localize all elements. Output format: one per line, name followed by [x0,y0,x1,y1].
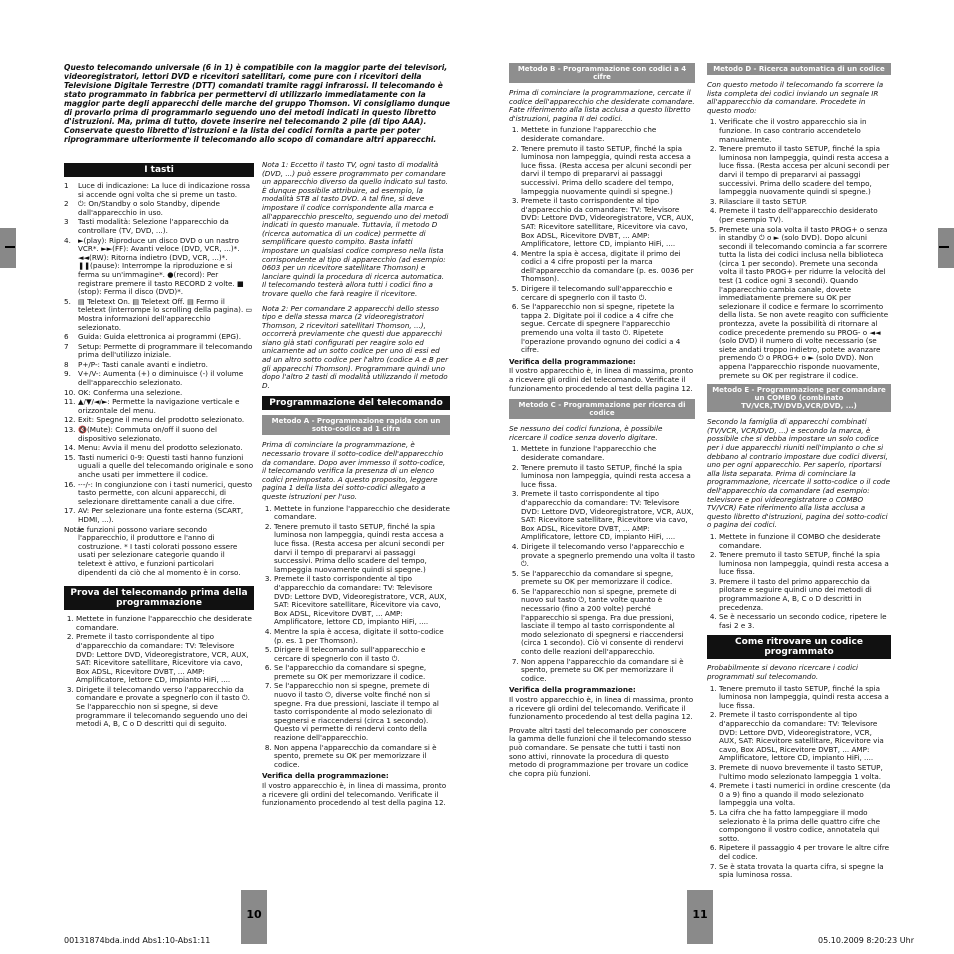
metodo-c-header: Metodo C - Programmazione per ricerca di codice [509,399,695,419]
tasti-item-number: 10. [64,387,76,397]
metodo-a-verifica-title: Verifica della programmazione: [262,771,389,781]
metodo-e-step: 3. Premere il tasto del primo apparecchio da pilotare e seguire quindi uno dei metodi di programmazione A, B, C o D descritti in precedenza. [719,578,891,612]
note-1: Nota 1: Eccetto il tasto TV, ogni tasto di modalità (DVD, ...) può essere programmato per comandare un apparecchio diverso da quello indicato sul tasto. È dunque possibile attribuire, ad esempio, la modalità STB al tasto DVD. A tal fine, si deve impostare il codice corrispondente alla marca e all'apparecchio prescelto, seguendo uno dei metodi indicati in questo manuale. Tuttavia, il metodo D (ricerca automatica di un codice) permette di semplificare questo compito. Basta infatti impostare un qualsiasi codice compreso nella lista corrispondente al tipo di apparecchio (ad esempio: 0603 per un ricevitore satellitare Thomson) e lanciare quindi la procedura di ricerca automatica. Il telecomando testerà allora tutti i codici fino a trovare quello che farà reagire il ricevitore. [262,161,449,298]
metodo-a-header: Metodo A - Programmazione rapida con un sotto-codice ad 1 cifra [262,415,450,435]
tasti-item-text: Tasti modalità: Selezione l'apparecchio da controllare (TV, DVD, ...). [78,217,229,235]
tasti-item-number: 2 [64,199,69,209]
metodo-c-verifica: Il vostro apparecchio è, in linea di massima, pronto a ricevere gli ordini del telecomando. Verificate il funzionamento procedendo al test della pagina 12. [509,695,694,722]
metodo-d-step: 4. Premete il tasto dell'apparecchio desiderato (per esempio TV). [719,207,891,224]
tasti-item-text: AV: Per selezionare una fonte esterna (SCART, HDMI, ...). [78,506,244,524]
metodo-c-step: 5. Se l'apparecchio da comandare si spegne, premete su OK per memorizzare il codice. [521,570,695,587]
metodo-e-header: Metodo E - Programmazione per comandare un COMBO (combinato TV/VCR,TV/DVD,VCR/DVD, ...) [707,384,891,412]
metodo-d-intro: Con questo metodo il telecomando fa scorrere la lista completa dei codici inviando un segnale IR all'apparecchio da comandare. Procedete in questo modo: [707,80,884,115]
metodo-d-header: Metodo D - Ricerca automatica di un codice [707,63,891,75]
metodo-d-step: 5. Premete una sola volta il tasto PROG+ o senza in standby ⏻ o ► (solo DVD). Dopo alcuni secondi il telecomando comincia a far scorrere tutta la lista dei codici inclusa nella biblioteca (circa 1 per secondo). Premete una seconda volta il tasto PROG+ per ridurre la velocità del test (1 codice ogni 3 secondi). Quando l'apparecchio cambia canale, dovete immediatamente premere su OK per selezionare il codice e fermare lo scorrimento della lista. Se non avete reagito con sufficiente prontezza, avete la possibilità di ritornare al codice precedente premendo su PROG- o ◄◄ (solo DVD) il numero di volte necessario (se siete andati troppo indietro, potete avanzare premendo ⏻ o PROG+ o ► (solo DVD). Non appena l'apparecchio risponde nuovamente, premete su OK per registrare il codice. [719,226,891,381]
tasti-item-number: 1 [64,181,69,190]
prova-step: 2. Premete il tasto corrispondente al tipo d'apparecchio da comandare: TV: Televisore DVD: Lettore DVD, Videoregistratore, VCR, AUX, SAT: Ricevitore satellitare, Ricevitore via cavo, Box ADSL, Ricevitore DVBT, ... AMP: Amplificatore, lettore CD, impianto HiFi, .... [76,633,254,685]
metodo-e-intro: Secondo la famiglia di apparecchi combinati (TV/VCR, VCR/DVD, ...) e secondo la marca, è possibile che si debba impostare un solo codice per i due apparecchi riuniti nell'impianto o che si debbano al contrario impostare due codici diversi, uno per ogni apparecchio. Per saperlo, riportarsi alla lista separata. Prima di cominciare la programmazione, ricercate il sotto-codice o il code dell'apparecchio da comandare (ad esempio: televisore e poi videoregistratore o COMBO TV/VCR) Fate riferimento alla lista acclusa a questo libretto d'istruzioni, pagina dei sotto-codici o pagina dei codici. [707,417,891,530]
tasti-item-text: Exit: Spegne il menu del prodotto selezionato. [78,415,245,425]
metodo-c-intro: Se nessuno dei codici funziona, è possibile ricercare il codice senza doverlo digitare. [509,424,663,442]
tasti-item-text: Luce di indicazione: La luce di indicazione rossa si accende ogni volta che si preme un tasto. [78,181,250,199]
metodo-b-step: 5. Dirigere il telecomando sull'apparecchio e cercare di spegnerlo con il tasto ⏻. [521,285,695,302]
column-1 [64,161,254,821]
tasti-item-text: ⏻: On/Standby o solo Standby, dipende dall'apparecchio in uso. [78,199,220,217]
metodo-a-step: 5. Dirigere il telecomando sull'apparecchio e cercare di spegnerlo con il tasto ⏻. [274,646,450,663]
tasti-item-text: V+/V-: Aumenta (+) o diminuisce (-) il volume dell'apparecchio selezionato. [78,369,244,388]
footer-timestamp: 05.10.2009 8:20:23 Uhr [818,936,914,945]
metodo-a-step: 7. Se l'apparecchio non si spegne, premete di nuovo il tasto ⏻, diverse volte finché non si spegne. Fra due pressioni, lasciate il tempo al tasto corrispondente al modo selezionato di spegnersi e riaccendersi (circa 1 secondo). Questo vi permette di rendervi conto della reazione dell'apparecchio. [274,682,450,742]
page-number-left: 10 [246,908,262,921]
metodo-c-step: 2. Tenere premuto il tasto SETUP, finché la spia luminosa non lampeggia, quindi resta accesa a luce fissa. [521,464,695,490]
prova-step: 1. Mettete in funzione l'apparecchio che desiderate comandare. [76,615,254,632]
metodo-b-step: 1. Mettete in funzione l'apparecchio che desiderate comandare. [521,126,695,143]
left-edge-tab [0,228,16,268]
ritrovare-step: 2. Premete il tasto corrispondente al tipo d'apparecchio da comandare: TV: Televisore DVD: Lettore DVD, Videoregistratore, VCR, AUX, SAT: Ricevitore satellitare, Ricevitore via cavo, Box ADSL, Ricevitore DVBT, ... AMP: Amplificatore, lettore CD, impianto HiFi, .... [719,711,891,763]
tasti-item-number: 7 [64,341,69,351]
ritrovare-step: 5. La cifra che ha fatto lampeggiare il modo selezionato è la prima delle quattro cifre che compongono il vostro codice, annotatela qui sotto. [719,809,891,843]
metodo-c-step: 1. Mettete in funzione l'apparecchio che desiderate comandare. [521,445,695,462]
metodo-a-step: 1. Mettete in funzione l'apparecchio che desiderate comandare. [274,505,450,522]
column-3 [509,63,695,823]
tasti-item-number: 5. [64,296,71,306]
ritrovare-step: 1. Tenere premuto il tasto SETUP, finché la spia luminosa non lampeggia, quindi resta accesa a luce fissa. [719,685,891,711]
tasti-item-number: 13. [64,425,76,435]
tasti-list [64,182,254,578]
tasti-item-number: 16. [64,479,76,489]
metodo-b-step: 3. Premete il tasto corrispondente al tipo d'apparecchio da comandare: TV: Televisore DVD: Lettore DVD, Videoregistratore, VCR, AUX, SAT: Ricevitore satellitare, Ricevitore via cavo, Box ADSL, Ricevitore DVBT, ... AMP: Amplificatore, lettore CD, impianto HiFi, .... [521,197,695,249]
column-2 [262,161,450,861]
metodo-b-step: 6. Se l'apparecchio non si spegne, ripetete la tappa 2. Digitate poi il codice a 4 cifre che segue. Cercate di spegnere l'apparecchio premendo una volta il tasto ⏻. Ripetete l'operazione provando ognuno dei codici a 4 cifre. [521,303,695,355]
prova-steps [64,615,254,729]
tasti-item-text: Setup: Permette di programmare il telecomando prima dell'utilizzo iniziale. [78,341,253,360]
ritrovare-header: Come ritrovare un codice programmato [707,635,891,659]
tasti-item-text: Menu: Avvia il menu del prodotto selezionato. [78,443,243,453]
right-edge-dash [939,246,949,248]
tasti-item-number: 6 [64,332,69,342]
tasti-item-number: 11. [64,397,76,407]
right-edge-tab [938,228,954,268]
metodo-c-outro: Provate altri tasti del telecomando per conoscere la gamma delle funzioni che il telecomando stesso può comandare. Se pensate che tutti i tasti non sono attivi, rinnovate la procedura di questo metodo di programmazione per trovare un codice che copra più funzioni. [509,725,692,778]
tasti-item-number: 14. [64,443,76,453]
metodo-d-step: 1. Verificate che il vostro apparecchio sia in funzione. In caso contrario accendetelo manualmente. [719,118,891,144]
tasti-item-text: Guida: Guida elettronica ai programmi (EPG). [78,332,242,342]
note-2: Nota 2: Per comandare 2 apparecchi dello stesso tipo e della stessa marca (2 videoregistratori Thomson, 2 ricevitori satellitari Thomson, ...), occorrerà previamente che questi due apparecchi siano già stati configurati per reagire solo ed unicamente ad un sotto codice per uno di essi ed ad un altro sotto codice per l'altro (codice A e B per gli apparecchi Thomson). Programmare quindi uno dopo l'altro 2 tasti di modalità utilizzando il metodo D. [262,303,449,390]
metodo-b-step: 4. Mentre la spia è accesa, digitate il primo dei codici a 4 cifre proposti per la marca dell'apparecchio da comandare (p. es. 0036 per Thomson). [521,250,695,284]
tasti-item-text: P+/P-: Tasti canale avanti e indietro. [78,359,208,369]
ritrovare-step: 3. Premete di nuovo brevemente il tasto SETUP, l'ultimo modo selezionato lampeggia 1 volta. [719,764,891,781]
metodo-b-verifica: Il vostro apparecchio è, in linea di massima, pronto a ricevere gli ordini del telecomando. Verificate il funzionamento procedendo al test della pagina 12. [509,366,694,393]
page-number-right: 11 [692,908,708,921]
metodo-c-step: 6. Se l'apparecchio non si spegne, premete di nuovo sul tasto ⏻, tante volte quanto è necessario (fino a 200 volte) perché l'apparecchio si spenga. Fra due pressioni, lasciate il tempo al tasto corrispondente al modo selezionato di spegnersi e riaccendersi (circa 1 secondo). Ciò vi consente di rendervi conto delle reazioni dell'apparecchio. [521,588,695,657]
ritrovare-step: 7. Se è stata trovata la quarta cifra, si spegne la spia luminosa rossa. [719,863,891,880]
metodo-a-steps [262,505,450,770]
footer-file-info: 00131874bda.indd Abs1:10-Abs1:11 [64,936,211,945]
metodo-c-step: 3. Premete il tasto corrispondente al tipo d'apparecchio da comandare: TV: Televisore DVD: Lettore DVD, Videoregistratore, VCR, AUX, SAT: Ricevitore satellitare, Ricevitore via cavo, Box ADSL, Ricevitore DVBT, ... AMP: Amplificatore, lettore CD, impianto HiFi, .... [521,490,695,542]
tasti-item-text: le funzioni possono variare secondo l'apparecchio, il produttore e l'anno di costruzione. * I tasti colorati possono essere usati per selezionare categorie quando il teletext è attivo, e funzioni particolari dipendenti da ciò che al momento è in corso. [78,524,241,577]
tasti-item-number: Nota: [64,524,84,534]
metodo-a-step: 8. Non appena l'apparecchio da comandare si è spento, premete su OK per memorizzare il codice. [274,744,450,770]
tasti-item-number: 9. [64,369,71,379]
tasti-item-text: ▤ Teletext On. ▤ Teletext Off. ▤ Fermo il teletext (interrompe lo scrolling della pagina). ▭ Mostra informazioni dell'apparecchio selezionato. [78,296,253,332]
prova-step: 3. Dirigete il telecomando verso l'apparecchio da comandare e provate a spegnerlo con il tasto ⏻. Se l'apparecchio non si spegne, si deve programmare il telecomando seguendo uno dei metodi A, B, C o D descritti qui di seguito. [76,686,254,729]
programmazione-header: Programmazione del telecomando [262,396,450,410]
metodo-b-intro: Prima di cominciare la programmazione, cercate il codice dell'apparecchio che desiderate comandare. Fate riferimento alla lista acclusa a questo libretto d'istruzioni, pagina II dei codici. [509,88,695,123]
metodo-b-steps [509,126,695,354]
tasti-item-text: Tasti numerici 0-9: Questi tasti hanno funzioni uguali a quelle del telecomando originale e sono anche usati per immettere il codice. [78,452,254,479]
metodo-c-steps [509,445,695,683]
tasti-item-text: ►(play): Riproduce un disco DVD o un nastro VCR*. ►►(FF): Avanti veloce (DVD, VCR, ...)*. ◄◄(RW): Ritorna indietro (DVD, VCR, ...)*. ❚❚(pause): Interrompe la riproduzione e si ferma su un'immagine*. ●(record): Per registrare premere il tasto RECORD 2 volte. ■ (stop): Ferma il disco (DVD)*. [78,235,244,297]
metodo-e-step: 1. Mettete in funzione il COMBO che desiderate comandare. [719,533,891,550]
tasti-item-number: 17. [64,506,76,516]
metodo-e-step: 2. Tenere premuto il tasto SETUP, finché la spia luminosa non lampeggia, quindi resta accesa a luce fissa. [719,551,891,577]
tasti-item-text: ▲/▼/◄/►: Permette la navigazione verticale e orizzontale del menu. [78,397,240,415]
metodo-a-verifica: Il vostro apparecchio è, in linea di massima, pronto a ricevere gli ordini del telecomando. Verificate il funzionamento procedendo al test della pagina 12. [262,781,447,808]
tasti-item-number: 3 [64,217,69,227]
tasti-item-number: 12. [64,415,76,425]
metodo-b-verifica-title: Verifica della programmazione: [509,356,636,366]
tasti-item-text: 🔇(Mute): Commuta on/off il suono del dispositivo selezionato. [78,425,217,443]
metodo-c-verifica-title: Verifica della programmazione: [509,685,636,695]
metodo-d-step: 3. Rilasciare il tasto SETUP. [719,198,891,207]
ritrovare-intro: Probabilmente si devono ricercare i codici programmati sul telecomando. [707,663,859,682]
tasti-item-number: 15. [64,452,76,462]
metodo-a-step: 6. Se l'apparecchio da comandare si spegne, premete su OK per memorizzare il codice. [274,664,450,681]
metodo-e-steps [707,533,891,631]
metodo-a-step: 2. Tenere premuto il tasto SETUP, finché la spia luminosa non lampeggia, quindi resta accesa a luce fissa. (Resta accesa per alcuni secondi per darvi il tempo di prepararvi ai passaggi successivi. Prima dello scadere del tempo, lampeggia nuovamente quindi si spegne.) [274,523,450,575]
ritrovare-steps [707,685,891,880]
metodo-c-step: 4. Dirigete il telecomando verso l'apparecchio e provate a spegnerlo premendo una volta il tasto ⏻. [521,543,695,569]
tasti-item-number: 4. [64,235,71,245]
intro-text: Questo telecomando universale (6 in 1) è compatibile con la maggior parte dei televisori, videoregistratori, lettori DVD e ricevitori satellitari, come pure con i ricevitori della Televisione Digitale Terrestre (DTT) comandati tramite raggi infrarossi. Il telecomando è stato programmato in fabbrica per permettervi di utilizzarlo immediatamente con la maggior parte degli apparecchi delle marche del gruppo Thomson. Vi consigliamo dunque di provarlo prima di programmarlo seguendo uno dei metodi indicati in questo libretto d'istruzioni. Ma, prima di tutto, dovete inserire nel telecomando 2 pile (di tipo AAA). Conservate questo libretto d'istruzioni e la lista dei codici fornita a parte per poter riprogrammare ulteriormente il telecomando allo scopo di comandare altri apparecchi. [64,63,451,144]
prova-header: Prova del telecomando prima della programmazione [64,586,254,610]
metodo-a-step: 3. Premete il tasto corrispondente al tipo d'apparecchio da comandare: TV: Televisore DVD: Lettore DVD, Videoregistratore, VCR, AUX, SAT: Ricevitore satellitare, Ricevitore via cavo, Box ADSL, Ricevitore DVBT, ... AMP: Amplificatore, lettore CD, impianto HiFi, .... [274,575,450,627]
page-number-left-box [241,890,267,944]
tasti-item-number: 8 [64,359,69,369]
tasti-header: I tasti [64,163,254,177]
metodo-e-step: 4. Se è necessario un secondo codice, ripetere le fasi 2 e 3. [719,613,891,630]
page-number-right-box [687,890,713,944]
metodo-d-step: 2. Tenere premuto il tasto SETUP, finché la spia luminosa non lampeggia, quindi resta accesa a luce fissa. (Resta accesa per alcuni secondi per darvi il tempo di prepararvi ai passaggi successivi. Prima dello scadere del tempo, lampeggia nuovamente quindi si spegne.) [719,145,891,197]
metodo-b-header: Metodo B - Programmazione con codici a 4 cifre [509,63,695,83]
metodo-c-step: 7. Non appena l'apparecchio da comandare si è spento, premete su OK per memorizzare il codice. [521,658,695,684]
left-edge-dash [5,246,15,248]
tasti-item-text: OK: Conferma una selezione. [78,387,183,397]
ritrovare-step: 6. Ripetere il passaggio 4 per trovare le altre cifre del codice. [719,844,891,861]
metodo-a-step: 4. Mentre la spia è accesa, digitate il sotto-codice (p. es. 1 per Thomson). [274,628,450,645]
column-4 [707,63,891,893]
metodo-a-intro: Prima di cominciare la programmazione, è necessario trovare il sotto-codice dell'apparecchio da comandare. Dopo aver immesso il sotto-codice, il telecomando verifica la presenza di un elenco codici preimpostato. A questo proposito, leggere pagina 1 della lista dei sotto-codici allegato a queste istruzioni per l'uso. [262,440,446,501]
ritrovare-step: 4. Premete i tasti numerici in ordine crescente (da 0 a 9) fino a quando il modo selezionato lampeggia una volta. [719,782,891,808]
metodo-d-steps [707,118,891,380]
metodo-b-step: 2. Tenere premuto il tasto SETUP, finché la spia luminosa non lampeggia, quindi resta accesa a luce fissa. (Resta accesa per alcuni secondi per darvi il tempo di prepararvi ai passaggi successivi. Prima dello scadere del tempo, lampeggia nuovamente quindi si spegne.) [521,145,695,197]
tasti-item-text: -·-/-: In congiunzione con i tasti numerici, questo tasto permette, con alcuni apparecchi, di selezionare direttamente canali a due cifre. [78,479,253,506]
